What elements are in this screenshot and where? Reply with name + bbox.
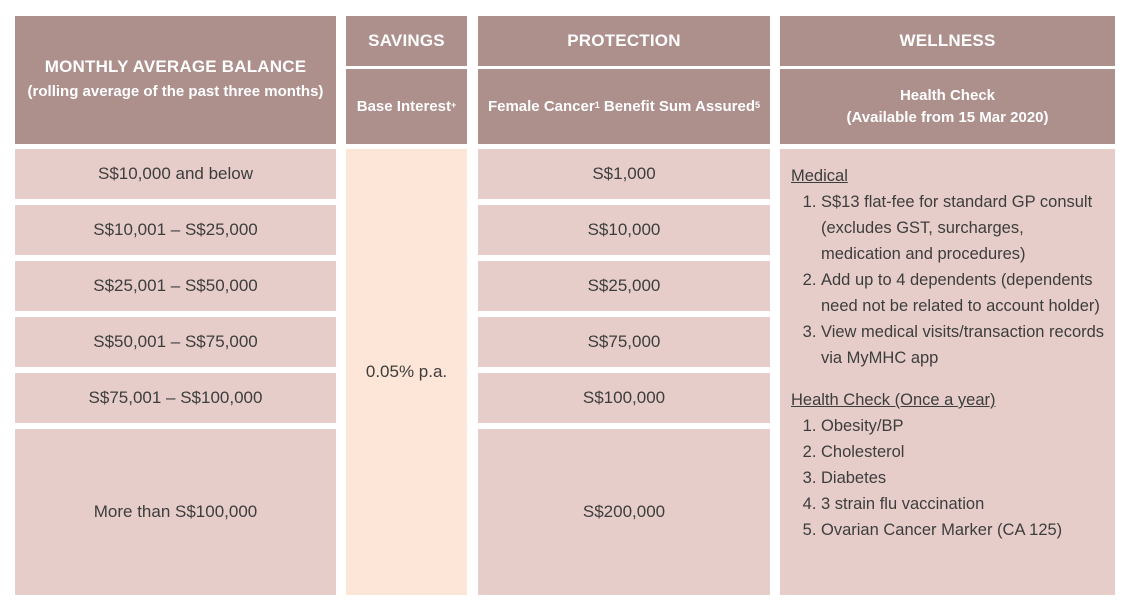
list-item: 1. Obesity/BP: [821, 413, 1105, 439]
base-interest-label: Base Interest: [356, 97, 451, 115]
balance-subtitle: (rolling average of the past three months): [27, 83, 324, 100]
header-monthly-average-balance: [15, 16, 336, 144]
table-row-protection: S$200,000: [478, 429, 770, 595]
table-row-protection: S$10,000: [478, 205, 770, 255]
medical-list: [791, 189, 1105, 371]
list-item: 4. 3 strain flu vaccination: [821, 491, 1105, 517]
female-cancer-footnote: 1: [594, 99, 600, 110]
header-savings: SAVINGS: [346, 16, 467, 66]
list-item: 2. Add up to 4 dependents (dependents need not be related to account holder): [821, 267, 1105, 319]
header-wellness: WELLNESS: [780, 16, 1115, 66]
table-row-protection: S$75,000: [478, 317, 770, 367]
health-check-availability: (Available from 15 Mar 2020): [846, 108, 1049, 126]
table-row-balance: S$25,001 – S$50,000: [15, 261, 336, 311]
wellness-details: [780, 149, 1115, 595]
table-row-balance: S$50,001 – S$75,000: [15, 317, 336, 367]
list-item: 5. Ovarian Cancer Marker (CA 125): [821, 517, 1105, 543]
header-base-interest: [346, 69, 467, 144]
benefit-footnote: 5: [755, 99, 761, 110]
health-check-section-title: Health Check (Once a year): [791, 391, 996, 409]
header-female-cancer-benefit: [478, 69, 770, 144]
table-row-balance: More than S$100,000: [15, 429, 336, 595]
list-item: 3. View medical visits/transaction records via MyMHC app: [821, 319, 1105, 371]
table-row-balance: S$10,000 and below: [15, 149, 336, 199]
table-row-protection: S$1,000: [478, 149, 770, 199]
header-protection: PROTECTION: [478, 16, 770, 66]
header-health-check: [780, 69, 1115, 144]
table-row-protection: S$100,000: [478, 373, 770, 423]
table-row-protection: S$25,000: [478, 261, 770, 311]
medical-section-title: Medical: [791, 167, 848, 185]
health-check-label: Health Check: [899, 86, 996, 104]
female-cancer-label: Female Cancer: [487, 97, 595, 115]
table-row-balance: S$75,001 – S$100,000: [15, 373, 336, 423]
health-check-list: [791, 413, 1105, 543]
table-row-balance: S$10,001 – S$25,000: [15, 205, 336, 255]
list-item: 3. Diabetes: [821, 465, 1105, 491]
balance-title: MONTHLY AVERAGE BALANCE: [44, 57, 307, 76]
base-interest-mark: +: [450, 99, 457, 110]
benefit-sum-label: Benefit Sum Assured: [599, 97, 756, 115]
savings-rate: 0.05% p.a.: [346, 149, 467, 595]
list-item: 1. S$13 flat-fee for standard GP consult (excludes GST, surcharges, medication and procedures): [821, 189, 1105, 267]
list-item: 2. Cholesterol: [821, 439, 1105, 465]
